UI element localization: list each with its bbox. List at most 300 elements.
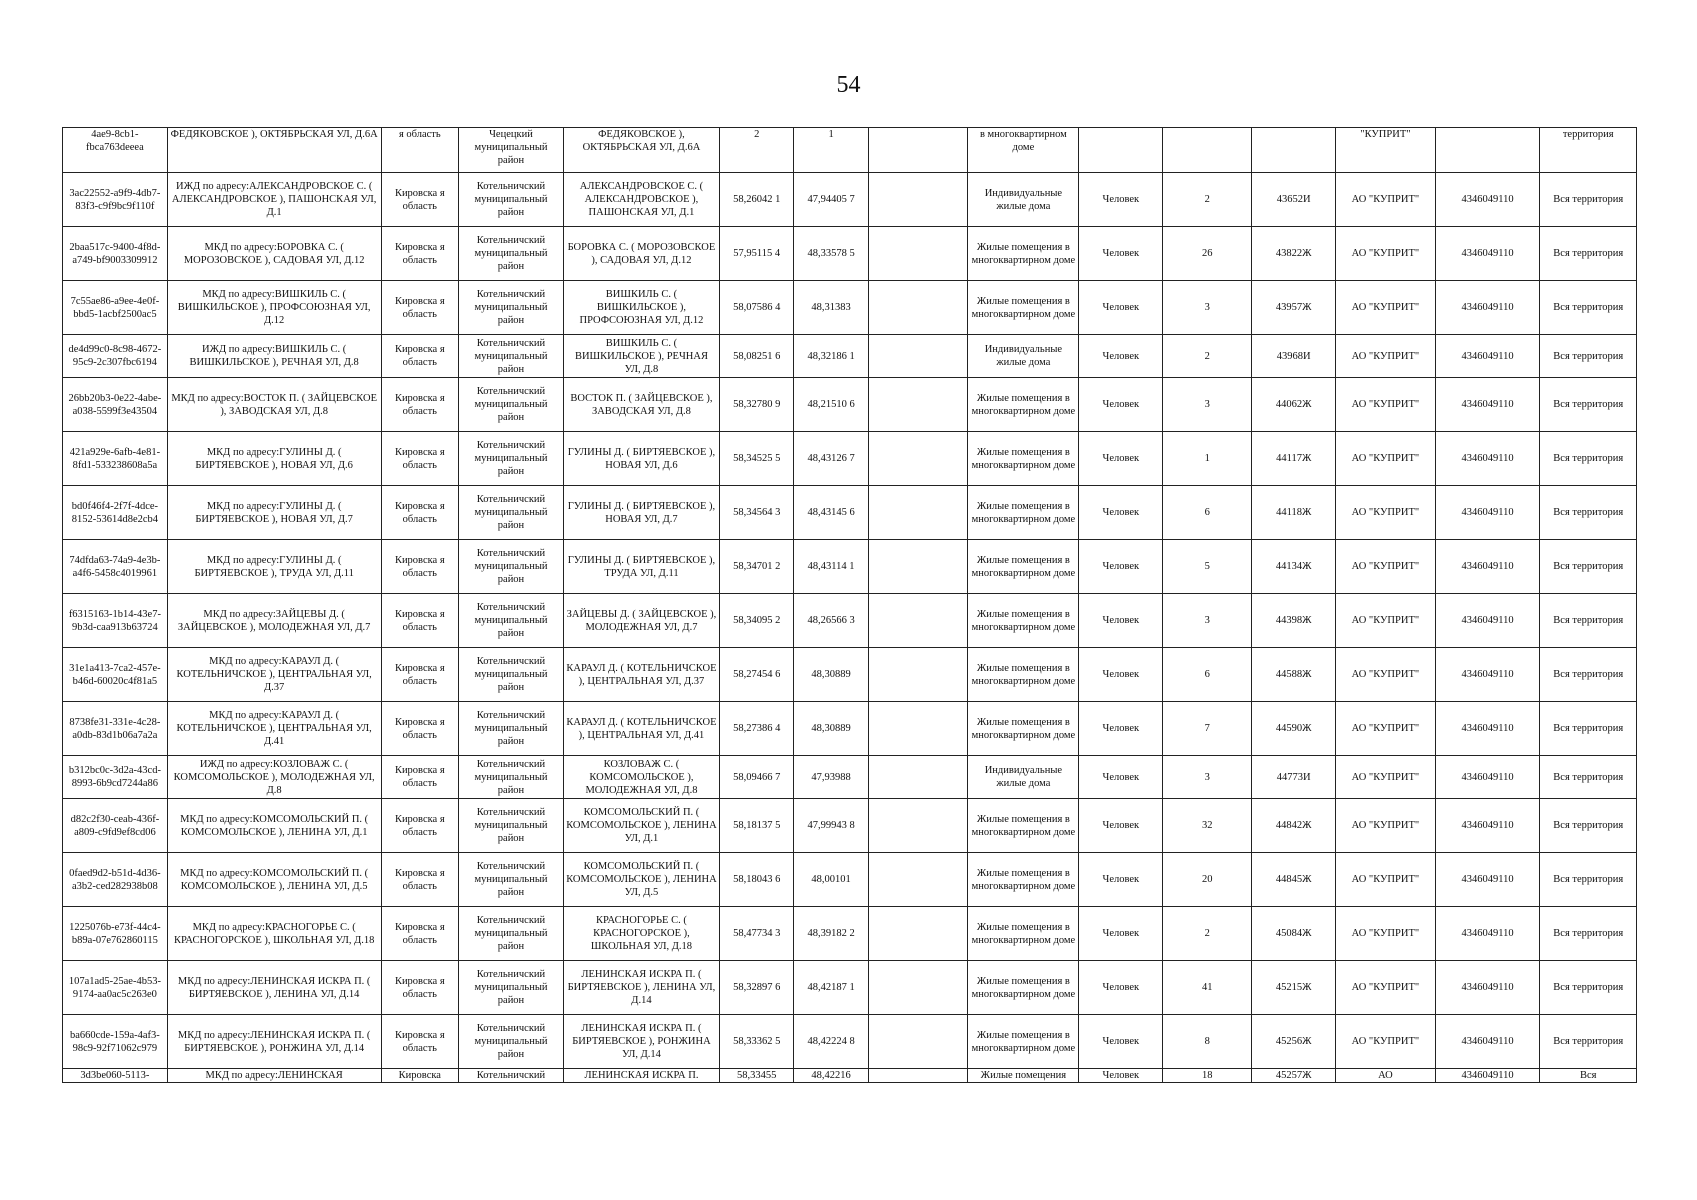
cell-territory: Вся территория — [1540, 281, 1637, 335]
cell-district: Котельничский муниципальный район — [459, 335, 564, 378]
cell-address: КОМСОМОЛЬСКИЙ П. ( КОМСОМОЛЬСКОЕ ), ЛЕНИНА УЛ, Д.5 — [563, 853, 719, 907]
cell-record-id: 2baa517c-9400-4f8d-a749-bf9003309912 — [63, 227, 168, 281]
cell-organization: АО "КУПРИТ" — [1336, 702, 1436, 756]
cell-organization: АО "КУПРИТ" — [1336, 853, 1436, 907]
cell-blank — [868, 648, 968, 702]
cell-object-category: Жилые помещения в многоквартирном доме — [968, 227, 1079, 281]
cell-code: 44842Ж — [1252, 799, 1336, 853]
cell-organization: АО "КУПРИТ" — [1336, 281, 1436, 335]
cell-region: Кировска я область — [381, 227, 459, 281]
cell-unit — [1079, 128, 1163, 173]
table-row — [63, 335, 1637, 378]
cell-address: КОЗЛОВАЖ С. ( КОМСОМОЛЬСКОЕ ), МОЛОДЕЖНАЯ УЛ, Д.8 — [563, 756, 719, 799]
page-number: 54 — [836, 72, 861, 98]
cell-record-id: de4d99c0-8c98-4672-95c9-2c307fbc6194 — [63, 335, 168, 378]
cell-longitude: 48,43114 1 — [794, 540, 868, 594]
cell-inn: 4346049110 — [1435, 853, 1540, 907]
cell-territory: Вся территория — [1540, 1015, 1637, 1069]
cell-region: Кировска я область — [381, 648, 459, 702]
table-row — [63, 128, 1637, 173]
cell-organization: АО "КУПРИТ" — [1336, 756, 1436, 799]
cell-latitude: 58,33455 — [720, 1069, 794, 1083]
cell-address: АЛЕКСАНДРОВСКОЕ С. ( АЛЕКСАНДРОВСКОЕ ), ПАШОНСКАЯ УЛ, Д.1 — [563, 173, 719, 227]
cell-longitude: 48,26566 3 — [794, 594, 868, 648]
cell-quantity: 8 — [1163, 1015, 1252, 1069]
cell-code: 43652И — [1252, 173, 1336, 227]
cell-record-id: 1225076b-e73f-44c4-b89a-07e762860115 — [63, 907, 168, 961]
cell-code: 44845Ж — [1252, 853, 1336, 907]
cell-unit: Человек — [1079, 853, 1163, 907]
cell-code: 44773И — [1252, 756, 1336, 799]
cell-quantity — [1163, 128, 1252, 173]
cell-territory: Вся территория — [1540, 799, 1637, 853]
cell-blank — [868, 799, 968, 853]
cell-organization: АО "КУПРИТ" — [1336, 1015, 1436, 1069]
cell-territory: Вся территория — [1540, 648, 1637, 702]
cell-object-name: МКД по адресу:ГУЛИНЫ Д. ( БИРТЯЕВСКОЕ ), НОВАЯ УЛ, Д.7 — [167, 486, 381, 540]
cell-longitude: 48,43145 6 — [794, 486, 868, 540]
cell-district: Котельничский муниципальный район — [459, 799, 564, 853]
cell-territory: Вся территория — [1540, 907, 1637, 961]
cell-code: 44590Ж — [1252, 702, 1336, 756]
cell-territory: Вся территория — [1540, 378, 1637, 432]
table-row — [63, 281, 1637, 335]
cell-quantity: 5 — [1163, 540, 1252, 594]
cell-organization: АО "КУПРИТ" — [1336, 335, 1436, 378]
cell-region: Кировска я область — [381, 486, 459, 540]
cell-object-category: Жилые помещения в многоквартирном доме — [968, 540, 1079, 594]
table-row — [63, 907, 1637, 961]
cell-region: Кировска я область — [381, 907, 459, 961]
cell-latitude: 57,95115 4 — [720, 227, 794, 281]
cell-address: ВИШКИЛЬ С. ( ВИШКИЛЬСКОЕ ), РЕЧНАЯ УЛ, Д.8 — [563, 335, 719, 378]
cell-organization: "КУПРИТ" — [1336, 128, 1436, 173]
table-row — [63, 853, 1637, 907]
cell-quantity: 41 — [1163, 961, 1252, 1015]
cell-unit: Человек — [1079, 173, 1163, 227]
cell-district: Котельничский муниципальный район — [459, 378, 564, 432]
cell-record-id: 8738fe31-331e-4c28-a0db-83d1b06a7a2a — [63, 702, 168, 756]
cell-organization: АО "КУПРИТ" — [1336, 540, 1436, 594]
cell-blank — [868, 1015, 968, 1069]
cell-longitude: 48,30889 — [794, 648, 868, 702]
cell-object-name: МКД по адресу:ВИШКИЛЬ С. ( ВИШКИЛЬСКОЕ ), ПРОФСОЮЗНАЯ УЛ, Д.12 — [167, 281, 381, 335]
cell-region: Кировска я область — [381, 281, 459, 335]
cell-object-name: ИЖД по адресу:ВИШКИЛЬ С. ( ВИШКИЛЬСКОЕ ), РЕЧНАЯ УЛ, Д.8 — [167, 335, 381, 378]
cell-district: Котельничский — [459, 1069, 564, 1083]
cell-object-name: МКД по адресу:ЗАЙЦЕВЫ Д. ( ЗАЙЦЕВСКОЕ ), МОЛОДЕЖНАЯ УЛ, Д.7 — [167, 594, 381, 648]
cell-longitude: 48,21510 6 — [794, 378, 868, 432]
cell-blank — [868, 907, 968, 961]
cell-object-name: МКД по адресу:КАРАУЛ Д. ( КОТЕЛЬНИЧСКОЕ ), ЦЕНТРАЛЬНАЯ УЛ, Д.37 — [167, 648, 381, 702]
cell-object-category: Жилые помещения в многоквартирном доме — [968, 281, 1079, 335]
cell-region: Кировска я область — [381, 961, 459, 1015]
cell-object-name: МКД по адресу:КОМСОМОЛЬСКИЙ П. ( КОМСОМОЛЬСКОЕ ), ЛЕНИНА УЛ, Д.5 — [167, 853, 381, 907]
cell-longitude: 1 — [794, 128, 868, 173]
cell-latitude: 58,34095 2 — [720, 594, 794, 648]
cell-inn: 4346049110 — [1435, 702, 1540, 756]
cell-code: 45257Ж — [1252, 1069, 1336, 1083]
cell-code: 44588Ж — [1252, 648, 1336, 702]
cell-object-category: Жилые помещения в многоквартирном доме — [968, 594, 1079, 648]
cell-unit: Человек — [1079, 540, 1163, 594]
cell-object-category: Жилые помещения в многоквартирном доме — [968, 702, 1079, 756]
cell-inn: 4346049110 — [1435, 540, 1540, 594]
cell-territory: Вся территория — [1540, 486, 1637, 540]
cell-object-name: ИЖД по адресу:АЛЕКСАНДРОВСКОЕ С. ( АЛЕКСАНДРОВСКОЕ ), ПАШОНСКАЯ УЛ, Д.1 — [167, 173, 381, 227]
cell-region: Кировска я область — [381, 799, 459, 853]
cell-object-category: Жилые помещения в многоквартирном доме — [968, 907, 1079, 961]
cell-organization: АО "КУПРИТ" — [1336, 227, 1436, 281]
cell-object-category: Индивидуальные жилые дома — [968, 756, 1079, 799]
cell-latitude: 58,34701 2 — [720, 540, 794, 594]
cell-inn: 4346049110 — [1435, 1015, 1540, 1069]
cell-address: ВИШКИЛЬ С. ( ВИШКИЛЬСКОЕ ), ПРОФСОЮЗНАЯ УЛ, Д.12 — [563, 281, 719, 335]
cell-address: КРАСНОГОРЬЕ С. ( КРАСНОГОРСКОЕ ), ШКОЛЬНАЯ УЛ, Д.18 — [563, 907, 719, 961]
cell-object-category: Жилые помещения в многоквартирном доме — [968, 961, 1079, 1015]
cell-district: Котельничский муниципальный район — [459, 594, 564, 648]
cell-address: ГУЛИНЫ Д. ( БИРТЯЕВСКОЕ ), ТРУДА УЛ, Д.11 — [563, 540, 719, 594]
cell-unit: Человек — [1079, 432, 1163, 486]
register-table — [62, 127, 1637, 1083]
cell-district: Котельничский муниципальный район — [459, 648, 564, 702]
cell-latitude: 58,18137 5 — [720, 799, 794, 853]
cell-longitude: 47,94405 7 — [794, 173, 868, 227]
cell-record-id: 3ac22552-a9f9-4db7-83f3-c9f9bc9f110f — [63, 173, 168, 227]
cell-object-name: МКД по адресу:БОРОВКА С. ( МОРОЗОВСКОЕ ), САДОВАЯ УЛ, Д.12 — [167, 227, 381, 281]
cell-territory: Вся территория — [1540, 227, 1637, 281]
cell-organization: АО "КУПРИТ" — [1336, 799, 1436, 853]
cell-longitude: 47,99943 8 — [794, 799, 868, 853]
cell-code: 44134Ж — [1252, 540, 1336, 594]
table-row — [63, 799, 1637, 853]
cell-latitude: 2 — [720, 128, 794, 173]
cell-blank — [868, 173, 968, 227]
cell-longitude: 48,42216 — [794, 1069, 868, 1083]
cell-inn — [1435, 128, 1540, 173]
cell-inn: 4346049110 — [1435, 486, 1540, 540]
cell-record-id: 26bb20b3-0e22-4abe-a038-5599f3e43504 — [63, 378, 168, 432]
cell-blank — [868, 702, 968, 756]
cell-territory: Вся территория — [1540, 594, 1637, 648]
cell-record-id: 421a929e-6afb-4e81-8fd1-533238608a5a — [63, 432, 168, 486]
cell-blank — [868, 756, 968, 799]
cell-code: 44398Ж — [1252, 594, 1336, 648]
cell-object-name: МКД по адресу:ЛЕНИНСКАЯ ИСКРА П. ( БИРТЯЕВСКОЕ ), ЛЕНИНА УЛ, Д.14 — [167, 961, 381, 1015]
cell-quantity: 18 — [1163, 1069, 1252, 1083]
cell-district: Котельничский муниципальный район — [459, 853, 564, 907]
cell-region: Кировска — [381, 1069, 459, 1083]
cell-longitude: 48,39182 2 — [794, 907, 868, 961]
cell-region: Кировска я область — [381, 540, 459, 594]
cell-territory: Вся территория — [1540, 432, 1637, 486]
cell-territory: Вся — [1540, 1069, 1637, 1083]
cell-region: Кировска я область — [381, 335, 459, 378]
table-row — [63, 227, 1637, 281]
cell-inn: 4346049110 — [1435, 335, 1540, 378]
cell-longitude: 48,42224 8 — [794, 1015, 868, 1069]
cell-object-category: Жилые помещения в многоквартирном доме — [968, 432, 1079, 486]
cell-region: Кировска я область — [381, 702, 459, 756]
cell-blank — [868, 540, 968, 594]
cell-territory: Вся территория — [1540, 961, 1637, 1015]
cell-inn: 4346049110 — [1435, 594, 1540, 648]
cell-organization: АО "КУПРИТ" — [1336, 173, 1436, 227]
cell-unit: Человек — [1079, 378, 1163, 432]
cell-inn: 4346049110 — [1435, 961, 1540, 1015]
cell-inn: 4346049110 — [1435, 756, 1540, 799]
cell-territory: Вся территория — [1540, 335, 1637, 378]
cell-organization: АО "КУПРИТ" — [1336, 594, 1436, 648]
cell-code: 44062Ж — [1252, 378, 1336, 432]
cell-longitude: 48,00101 — [794, 853, 868, 907]
cell-address: КАРАУЛ Д. ( КОТЕЛЬНИЧСКОЕ ), ЦЕНТРАЛЬНАЯ УЛ, Д.37 — [563, 648, 719, 702]
cell-object-name: МКД по адресу:ЛЕНИНСКАЯ ИСКРА П. ( БИРТЯЕВСКОЕ ), РОНЖИНА УЛ, Д.14 — [167, 1015, 381, 1069]
cell-object-category: Жилые помещения в многоквартирном доме — [968, 648, 1079, 702]
cell-district: Котельничский муниципальный район — [459, 486, 564, 540]
cell-district: Котельничский муниципальный район — [459, 1015, 564, 1069]
cell-organization: АО "КУПРИТ" — [1336, 648, 1436, 702]
cell-region: Кировска я область — [381, 853, 459, 907]
cell-territory: Вся территория — [1540, 173, 1637, 227]
table-row — [63, 1015, 1637, 1069]
cell-unit: Человек — [1079, 486, 1163, 540]
table-row — [63, 594, 1637, 648]
cell-quantity: 6 — [1163, 486, 1252, 540]
cell-object-category: Жилые помещения в многоквартирном доме — [968, 853, 1079, 907]
cell-code: 45084Ж — [1252, 907, 1336, 961]
cell-unit: Человек — [1079, 594, 1163, 648]
cell-latitude: 58,34564 3 — [720, 486, 794, 540]
cell-record-id: 4ae9-8cb1-fbca763deeea — [63, 128, 168, 173]
cell-object-name: МКД по адресу:КОМСОМОЛЬСКИЙ П. ( КОМСОМОЛЬСКОЕ ), ЛЕНИНА УЛ, Д.1 — [167, 799, 381, 853]
cell-code: 43822Ж — [1252, 227, 1336, 281]
cell-inn: 4346049110 — [1435, 378, 1540, 432]
cell-longitude: 48,42187 1 — [794, 961, 868, 1015]
cell-quantity: 3 — [1163, 378, 1252, 432]
cell-blank — [868, 594, 968, 648]
cell-code — [1252, 128, 1336, 173]
cell-organization: АО "КУПРИТ" — [1336, 907, 1436, 961]
cell-district: Котельничский муниципальный район — [459, 432, 564, 486]
cell-unit: Человек — [1079, 756, 1163, 799]
cell-code: 44117Ж — [1252, 432, 1336, 486]
cell-object-name: ИЖД по адресу:КОЗЛОВАЖ С. ( КОМСОМОЛЬСКОЕ ), МОЛОДЕЖНАЯ УЛ, Д.8 — [167, 756, 381, 799]
cell-quantity: 3 — [1163, 281, 1252, 335]
cell-district: Котельничский муниципальный район — [459, 756, 564, 799]
cell-address: ВОСТОК П. ( ЗАЙЦЕВСКОЕ ), ЗАВОДСКАЯ УЛ, Д.8 — [563, 378, 719, 432]
cell-code: 43957Ж — [1252, 281, 1336, 335]
cell-quantity: 2 — [1163, 335, 1252, 378]
cell-record-id: bd0f46f4-2f7f-4dce-8152-53614d8e2cb4 — [63, 486, 168, 540]
cell-quantity: 7 — [1163, 702, 1252, 756]
table-row — [63, 540, 1637, 594]
cell-object-name: МКД по адресу:ГУЛИНЫ Д. ( БИРТЯЕВСКОЕ ), НОВАЯ УЛ, Д.6 — [167, 432, 381, 486]
cell-latitude: 58,47734 3 — [720, 907, 794, 961]
cell-inn: 4346049110 — [1435, 173, 1540, 227]
table-body — [63, 128, 1637, 1083]
cell-latitude: 58,32897 6 — [720, 961, 794, 1015]
cell-region: Кировска я область — [381, 378, 459, 432]
cell-address: ГУЛИНЫ Д. ( БИРТЯЕВСКОЕ ), НОВАЯ УЛ, Д.7 — [563, 486, 719, 540]
table-row — [63, 961, 1637, 1015]
cell-record-id: 107a1ad5-25ae-4b53-9174-aa0ac5c263e0 — [63, 961, 168, 1015]
cell-blank — [868, 128, 968, 173]
cell-territory: Вся территория — [1540, 540, 1637, 594]
cell-record-id: 74dfda63-74a9-4e3b-a4f6-5458c4019961 — [63, 540, 168, 594]
cell-latitude: 58,27454 6 — [720, 648, 794, 702]
cell-code: 45215Ж — [1252, 961, 1336, 1015]
cell-district: Котельничский муниципальный район — [459, 961, 564, 1015]
table-row — [63, 702, 1637, 756]
cell-address: КАРАУЛ Д. ( КОТЕЛЬНИЧСКОЕ ), ЦЕНТРАЛЬНАЯ УЛ, Д.41 — [563, 702, 719, 756]
cell-quantity: 1 — [1163, 432, 1252, 486]
cell-region: Кировска я область — [381, 1015, 459, 1069]
cell-object-name: МКД по адресу:КРАСНОГОРЬЕ С. ( КРАСНОГОРСКОЕ ), ШКОЛЬНАЯ УЛ, Д.18 — [167, 907, 381, 961]
cell-region: я область — [381, 128, 459, 173]
cell-address: БОРОВКА С. ( МОРОЗОВСКОЕ ), САДОВАЯ УЛ, Д.12 — [563, 227, 719, 281]
table-row — [63, 432, 1637, 486]
cell-district: Чецецкий муниципальный район — [459, 128, 564, 173]
cell-blank — [868, 486, 968, 540]
cell-latitude: 58,33362 5 — [720, 1015, 794, 1069]
cell-region: Кировска я область — [381, 594, 459, 648]
cell-inn: 4346049110 — [1435, 281, 1540, 335]
table-row — [63, 378, 1637, 432]
table-row — [63, 486, 1637, 540]
cell-address: ЛЕНИНСКАЯ ИСКРА П. ( БИРТЯЕВСКОЕ ), РОНЖИНА УЛ, Д.14 — [563, 1015, 719, 1069]
cell-quantity: 26 — [1163, 227, 1252, 281]
cell-record-id: b312bc0c-3d2a-43cd-8993-6b9cd7244a86 — [63, 756, 168, 799]
cell-organization: АО "КУПРИТ" — [1336, 486, 1436, 540]
cell-object-category: Жилые помещения в многоквартирном доме — [968, 378, 1079, 432]
cell-object-category: в многоквартирном доме — [968, 128, 1079, 173]
cell-unit: Человек — [1079, 907, 1163, 961]
cell-latitude: 58,07586 4 — [720, 281, 794, 335]
cell-unit: Человек — [1079, 1069, 1163, 1083]
cell-longitude: 48,32186 1 — [794, 335, 868, 378]
cell-object-name: МКД по адресу:КАРАУЛ Д. ( КОТЕЛЬНИЧСКОЕ ), ЦЕНТРАЛЬНАЯ УЛ, Д.41 — [167, 702, 381, 756]
cell-object-name: МКД по адресу:ЛЕНИНСКАЯ — [167, 1069, 381, 1083]
cell-unit: Человек — [1079, 1015, 1163, 1069]
cell-organization: АО "КУПРИТ" — [1336, 432, 1436, 486]
cell-quantity: 6 — [1163, 648, 1252, 702]
cell-longitude: 48,30889 — [794, 702, 868, 756]
cell-district: Котельничский муниципальный район — [459, 281, 564, 335]
cell-code: 45256Ж — [1252, 1015, 1336, 1069]
cell-unit: Человек — [1079, 227, 1163, 281]
cell-region: Кировска я область — [381, 173, 459, 227]
table-row — [63, 1069, 1637, 1083]
cell-record-id: 0faed9d2-b51d-4d36-a3b2-ced282938b08 — [63, 853, 168, 907]
cell-latitude: 58,08251 6 — [720, 335, 794, 378]
cell-blank — [868, 281, 968, 335]
cell-record-id: 7c55ae86-a9ee-4e0f-bbd5-1acbf2500ac5 — [63, 281, 168, 335]
cell-object-category: Индивидуальные жилые дома — [968, 335, 1079, 378]
cell-address: ЛЕНИНСКАЯ ИСКРА П. — [563, 1069, 719, 1083]
cell-unit: Человек — [1079, 961, 1163, 1015]
cell-quantity: 3 — [1163, 756, 1252, 799]
cell-region: Кировска я область — [381, 756, 459, 799]
cell-district: Котельничский муниципальный район — [459, 907, 564, 961]
cell-inn: 4346049110 — [1435, 799, 1540, 853]
cell-inn: 4346049110 — [1435, 227, 1540, 281]
cell-address: ЛЕНИНСКАЯ ИСКРА П. ( БИРТЯЕВСКОЕ ), ЛЕНИНА УЛ, Д.14 — [563, 961, 719, 1015]
cell-object-name: МКД по адресу:ГУЛИНЫ Д. ( БИРТЯЕВСКОЕ ), ТРУДА УЛ, Д.11 — [167, 540, 381, 594]
cell-record-id: f6315163-1b14-43e7-9b3d-caa913b63724 — [63, 594, 168, 648]
cell-territory: Вся территория — [1540, 702, 1637, 756]
cell-quantity: 3 — [1163, 594, 1252, 648]
cell-blank — [868, 378, 968, 432]
cell-record-id: 31e1a413-7ca2-457e-b46d-60020c4f81a5 — [63, 648, 168, 702]
cell-quantity: 2 — [1163, 907, 1252, 961]
cell-organization: АО "КУПРИТ" — [1336, 378, 1436, 432]
cell-district: Котельничский муниципальный район — [459, 173, 564, 227]
cell-blank — [868, 227, 968, 281]
cell-unit: Человек — [1079, 799, 1163, 853]
table-row — [63, 648, 1637, 702]
cell-blank — [868, 961, 968, 1015]
cell-inn: 4346049110 — [1435, 1069, 1540, 1083]
cell-latitude: 58,18043 6 — [720, 853, 794, 907]
cell-unit: Человек — [1079, 702, 1163, 756]
cell-inn: 4346049110 — [1435, 432, 1540, 486]
cell-object-category: Индивидуальные жилые дома — [968, 173, 1079, 227]
cell-latitude: 58,34525 5 — [720, 432, 794, 486]
cell-code: 44118Ж — [1252, 486, 1336, 540]
cell-latitude: 58,26042 1 — [720, 173, 794, 227]
cell-record-id: 3d3be060-5113- — [63, 1069, 168, 1083]
cell-quantity: 32 — [1163, 799, 1252, 853]
cell-object-category: Жилые помещения в многоквартирном доме — [968, 486, 1079, 540]
cell-blank — [868, 1069, 968, 1083]
cell-longitude: 48,43126 7 — [794, 432, 868, 486]
cell-territory: Вся территория — [1540, 756, 1637, 799]
cell-address: ГУЛИНЫ Д. ( БИРТЯЕВСКОЕ ), НОВАЯ УЛ, Д.6 — [563, 432, 719, 486]
cell-unit: Человек — [1079, 648, 1163, 702]
cell-longitude: 48,31383 — [794, 281, 868, 335]
cell-object-category: Жилые помещения — [968, 1069, 1079, 1083]
cell-quantity: 2 — [1163, 173, 1252, 227]
cell-record-id: ba660cde-159a-4af3-98c9-92f71062c979 — [63, 1015, 168, 1069]
table-row — [63, 756, 1637, 799]
cell-address: ЗАЙЦЕВЫ Д. ( ЗАЙЦЕВСКОЕ ), МОЛОДЕЖНАЯ УЛ, Д.7 — [563, 594, 719, 648]
cell-territory: Вся территория — [1540, 853, 1637, 907]
cell-record-id: d82c2f30-ceab-436f-a809-c9fd9ef8cd06 — [63, 799, 168, 853]
cell-blank — [868, 853, 968, 907]
cell-latitude: 58,27386 4 — [720, 702, 794, 756]
cell-inn: 4346049110 — [1435, 907, 1540, 961]
cell-territory: территория — [1540, 128, 1637, 173]
cell-district: Котельничский муниципальный район — [459, 540, 564, 594]
cell-object-category: Жилые помещения в многоквартирном доме — [968, 1015, 1079, 1069]
cell-district: Котельничский муниципальный район — [459, 227, 564, 281]
cell-quantity: 20 — [1163, 853, 1252, 907]
cell-blank — [868, 335, 968, 378]
cell-address: ФЕДЯКОВСКОЕ ), ОКТЯБРЬСКАЯ УЛ, Д.6А — [563, 128, 719, 173]
cell-unit: Человек — [1079, 281, 1163, 335]
cell-latitude: 58,09466 7 — [720, 756, 794, 799]
cell-code: 43968И — [1252, 335, 1336, 378]
cell-inn: 4346049110 — [1435, 648, 1540, 702]
cell-district: Котельничский муниципальный район — [459, 702, 564, 756]
cell-longitude: 47,93988 — [794, 756, 868, 799]
table-row — [63, 173, 1637, 227]
cell-organization: АО — [1336, 1069, 1436, 1083]
cell-region: Кировска я область — [381, 432, 459, 486]
cell-unit: Человек — [1079, 335, 1163, 378]
cell-organization: АО "КУПРИТ" — [1336, 961, 1436, 1015]
